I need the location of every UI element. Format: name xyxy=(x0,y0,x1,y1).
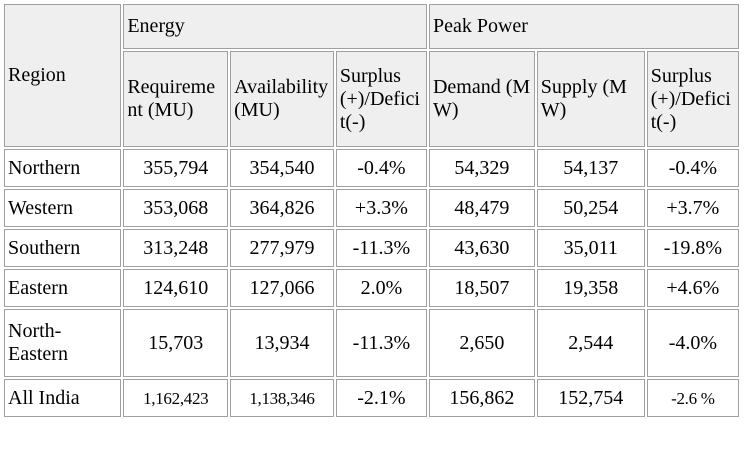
peak-supply-cell: 2,544 xyxy=(537,309,645,377)
peak-demand-cell: 18,507 xyxy=(429,269,535,307)
energy-availability-cell: 364,826 xyxy=(230,189,334,227)
peak-surplus-deficit-cell: +4.6% xyxy=(647,269,739,307)
table-row-north-eastern xyxy=(4,309,739,377)
energy-availability-cell: 1,138,346 xyxy=(230,379,334,417)
peak-surplus-deficit-cell: +3.7% xyxy=(647,189,739,227)
peak-surplus-deficit-cell: -19.8% xyxy=(647,229,739,267)
energy-availability-cell: 13,934 xyxy=(230,309,334,377)
region-header: Region xyxy=(4,4,121,147)
region-cell: All India xyxy=(4,379,121,417)
peak-supply-cell: 54,137 xyxy=(537,149,645,187)
energy-surplus-deficit-cell: -11.3% xyxy=(336,309,427,377)
table-row-eastern xyxy=(4,269,739,307)
energy-surplus-deficit-cell: -2.1% xyxy=(336,379,427,417)
peak-supply-cell: 50,254 xyxy=(537,189,645,227)
energy-surplus-deficit-header: Surplus(+)/Deficit(-) xyxy=(336,51,427,147)
energy-availability-cell: 354,540 xyxy=(230,149,334,187)
region-cell: Eastern xyxy=(4,269,121,307)
energy-requirement-header: Requirement (MU) xyxy=(123,51,228,147)
peak-surplus-deficit-cell: -4.0% xyxy=(647,309,739,377)
peak-supply-cell: 19,358 xyxy=(537,269,645,307)
table-row-all-india xyxy=(4,379,739,417)
energy-availability-header: Availability (MU) xyxy=(230,51,334,147)
energy-requirement-cell: 355,794 xyxy=(123,149,228,187)
peak-supply-cell: 152,754 xyxy=(537,379,645,417)
header-group-row xyxy=(4,4,739,49)
energy-requirement-cell: 353,068 xyxy=(123,189,228,227)
table-row-western xyxy=(4,189,739,227)
region-cell: Southern xyxy=(4,229,121,267)
peak-surplus-deficit-header: Surplus(+)/Deficit(-) xyxy=(647,51,739,147)
peak-surplus-deficit-cell: -2.6 % xyxy=(647,379,739,417)
peak-supply-cell: 35,011 xyxy=(537,229,645,267)
peak-demand-cell: 48,479 xyxy=(429,189,535,227)
peak-supply-header: Supply (MW) xyxy=(537,51,645,147)
peak-power-group-header: Peak Power xyxy=(429,4,739,49)
peak-surplus-deficit-cell: -0.4% xyxy=(647,149,739,187)
energy-surplus-deficit-cell: +3.3% xyxy=(336,189,427,227)
peak-demand-header: Demand (MW) xyxy=(429,51,535,147)
energy-availability-cell: 127,066 xyxy=(230,269,334,307)
energy-surplus-deficit-cell: -0.4% xyxy=(336,149,427,187)
region-cell: Northern xyxy=(4,149,121,187)
region-cell: Western xyxy=(4,189,121,227)
energy-requirement-cell: 1,162,423 xyxy=(123,379,228,417)
energy-surplus-deficit-cell: -11.3% xyxy=(336,229,427,267)
peak-demand-cell: 2,650 xyxy=(429,309,535,377)
energy-requirement-cell: 313,248 xyxy=(123,229,228,267)
table-row-southern xyxy=(4,229,739,267)
table-row-northern xyxy=(4,149,739,187)
energy-surplus-deficit-cell: 2.0% xyxy=(336,269,427,307)
power-supply-table xyxy=(2,2,741,419)
peak-demand-cell: 54,329 xyxy=(429,149,535,187)
energy-group-header: Energy xyxy=(123,4,427,49)
peak-demand-cell: 43,630 xyxy=(429,229,535,267)
peak-demand-cell: 156,862 xyxy=(429,379,535,417)
energy-requirement-cell: 124,610 xyxy=(123,269,228,307)
region-cell: North-Eastern xyxy=(4,309,121,377)
energy-requirement-cell: 15,703 xyxy=(123,309,228,377)
energy-availability-cell: 277,979 xyxy=(230,229,334,267)
